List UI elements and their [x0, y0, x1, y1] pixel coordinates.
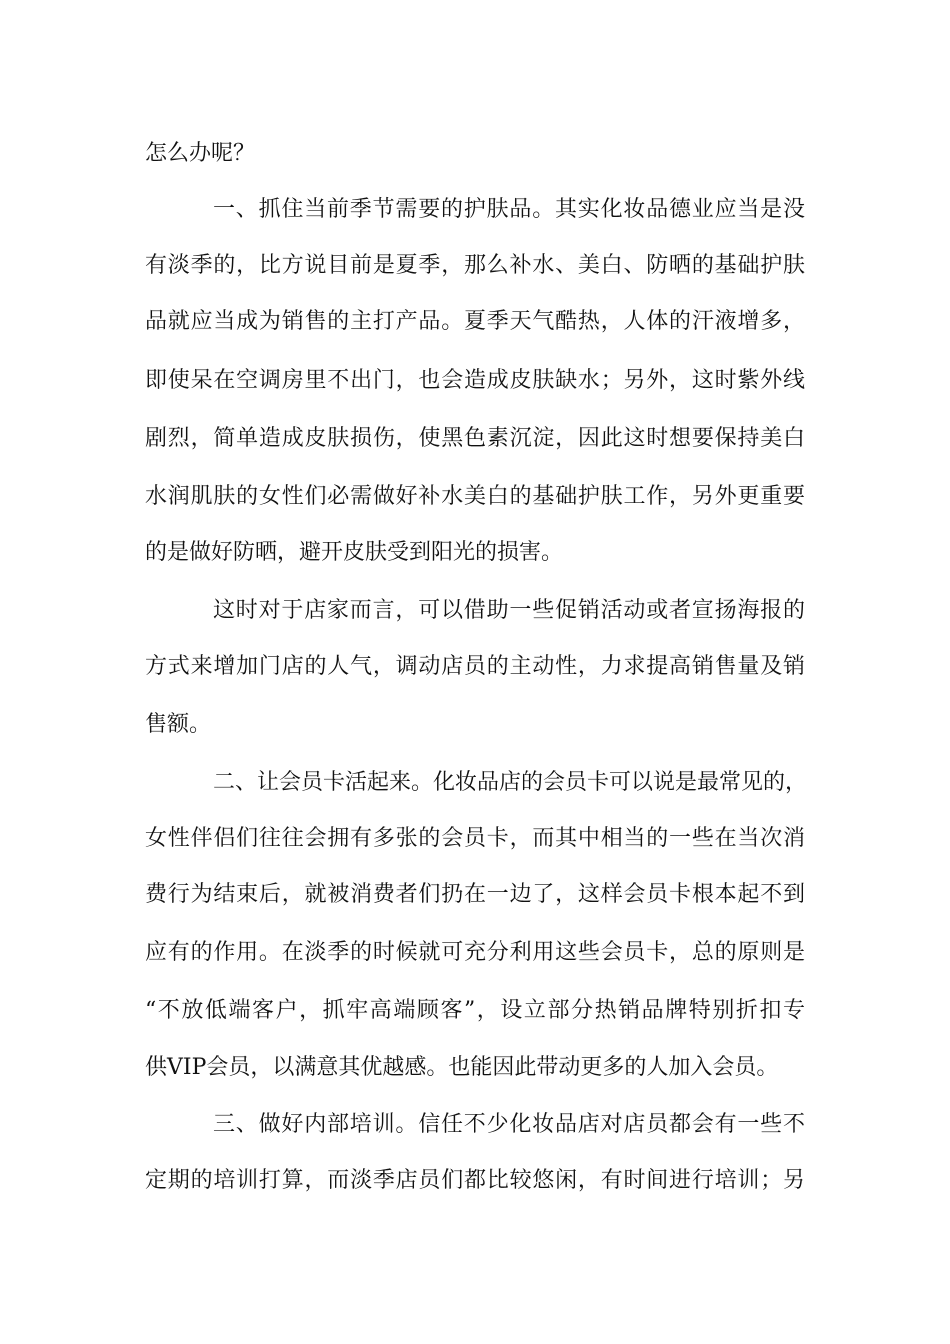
text-line: 应有的作用。在淡季的时候就可充分利用这些会员卡，总的原则是 — [145, 940, 805, 965]
text-line: 费行为结束后，就被消费者们扔在一边了，这样会员卡根本起不到 — [145, 882, 805, 907]
text-line: 的是做好防晒，避开皮肤受到阳光的损害。 — [145, 540, 564, 565]
text-line: 售额。 — [145, 712, 212, 737]
text-line: 定期的培训打算，而淡季店员们都比较悠闲，有时间进行培训；另 — [145, 1168, 805, 1193]
text-line: 方式来增加门店的人气，调动店员的主动性，力求提高销售量及销 — [145, 654, 805, 679]
paragraph-2-first-line: 这时对于店家而言，可以借助一些促销活动或者宣扬海报的 — [213, 598, 805, 623]
text-line: 水润肌肤的女性们必需做好补水美白的基础护肤工作，另外更重要 — [145, 484, 805, 509]
text-line: “不放低端客户，抓牢高端顾客”，设立部分热销品牌特别折扣专 — [145, 998, 805, 1023]
text-line: 有淡季的，比方说目前是夏季，那么补水、美白、防晒的基础护肤 — [145, 253, 805, 278]
paragraph-3-first-line: 二、让会员卡活起来。化妆品店的会员卡可以说是最常见的， — [213, 770, 808, 795]
paragraph-1-first-line: 一、抓住当前季节需要的护肤品。其实化妆品德业应当是没 — [213, 197, 805, 222]
paragraph-4-first-line: 三、做好内部培训。信任不少化妆品店对店员都会有一些不 — [213, 1112, 805, 1137]
text-line: 即使呆在空调房里不出门，也会造成皮肤缺水；另外，这时紫外线 — [145, 368, 805, 393]
text-line: 供VIP会员，以满意其优越感。也能因此带动更多的人加入会员。 — [145, 1055, 779, 1080]
text-line: 怎么办呢？ — [145, 141, 256, 166]
text-line: 剧烈，简单造成皮肤损伤，使黑色素沉淀，因此这时想要保持美白 — [145, 426, 805, 451]
text-line: 品就应当成为销售的主打产品。夏季天气酷热，人体的汗液增多， — [145, 309, 805, 334]
text-line: 女性伴侣们往往会拥有多张的会员卡，而其中相当的一些在当次消 — [145, 826, 805, 851]
